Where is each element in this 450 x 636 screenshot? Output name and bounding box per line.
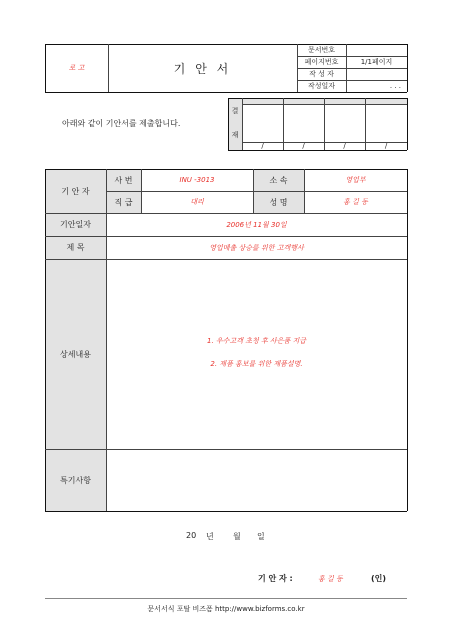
doc-number-value[interactable] xyxy=(346,44,407,56)
approval-slot-2-date[interactable]: / xyxy=(302,142,305,150)
footer-text: 문서서식 포탈 비즈폼 http://www.bizforms.co.kr xyxy=(147,605,305,613)
doc-number-label: 문서번호 xyxy=(307,46,336,54)
date-year-label: 년 xyxy=(206,532,214,541)
signature-label: 기 안 자 : xyxy=(258,574,293,583)
page-number-label: 페이지번호 xyxy=(304,58,339,66)
approval-label-bottom: 재 xyxy=(231,131,239,139)
page-number-value[interactable]: 1/1페이지 xyxy=(360,58,393,66)
draft-date-label: 기안일자 xyxy=(60,220,91,229)
created-date-label: 작성일자 xyxy=(307,82,336,90)
details-line-1: 1. 우수고객 초청 후 사은품 지급 xyxy=(207,337,306,345)
approval-slot-1-date[interactable]: / xyxy=(261,142,264,150)
document-title: 기 안 서 xyxy=(173,61,232,76)
department-value[interactable]: 영업부 xyxy=(345,176,366,184)
details-content[interactable] xyxy=(106,259,407,449)
name-label: 성 명 xyxy=(269,197,288,207)
approval-label-top: 결 xyxy=(231,107,239,115)
name-value[interactable]: 홍 길 동 xyxy=(343,198,368,206)
signature-name[interactable]: 홍 길 동 xyxy=(318,575,343,583)
notes-value[interactable] xyxy=(106,449,407,511)
employee-id-value[interactable]: INU -3013 xyxy=(179,176,215,184)
details-line-2: 2. 제품 홍보를 위한 제품설명. xyxy=(210,360,303,368)
signature-seal: (인) xyxy=(371,574,387,583)
date-month-label: 월 xyxy=(233,532,241,541)
created-date-value[interactable]: . . . xyxy=(389,82,401,90)
author-label: 작 성 자 xyxy=(309,70,334,78)
drafter-section-label: 기 안 자 xyxy=(61,186,90,196)
author-value[interactable] xyxy=(346,68,407,80)
subject-value[interactable]: 영업매출 상승를 위한 고객행사 xyxy=(209,243,304,252)
rank-value[interactable]: 대리 xyxy=(190,198,204,206)
notes-label: 특기사항 xyxy=(60,475,91,485)
department-label: 소 속 xyxy=(269,175,288,185)
details-label: 상세내용 xyxy=(60,349,91,359)
subject-label: 제 목 xyxy=(66,243,85,252)
approval-slot-3-date[interactable]: / xyxy=(343,142,346,150)
approval-slot-4-date[interactable]: / xyxy=(384,142,388,150)
submission-text: 아래와 같이 기안서를 제출합니다. xyxy=(62,119,181,128)
draft-date-value[interactable]: 2006년 11월 30일 xyxy=(226,220,287,229)
rank-label: 직 급 xyxy=(114,197,133,207)
employee-id-label: 사 번 xyxy=(114,175,133,185)
date-year-prefix: 20 xyxy=(186,531,197,540)
logo-placeholder: 로 고 xyxy=(68,64,85,72)
date-day-label: 일 xyxy=(257,532,265,541)
